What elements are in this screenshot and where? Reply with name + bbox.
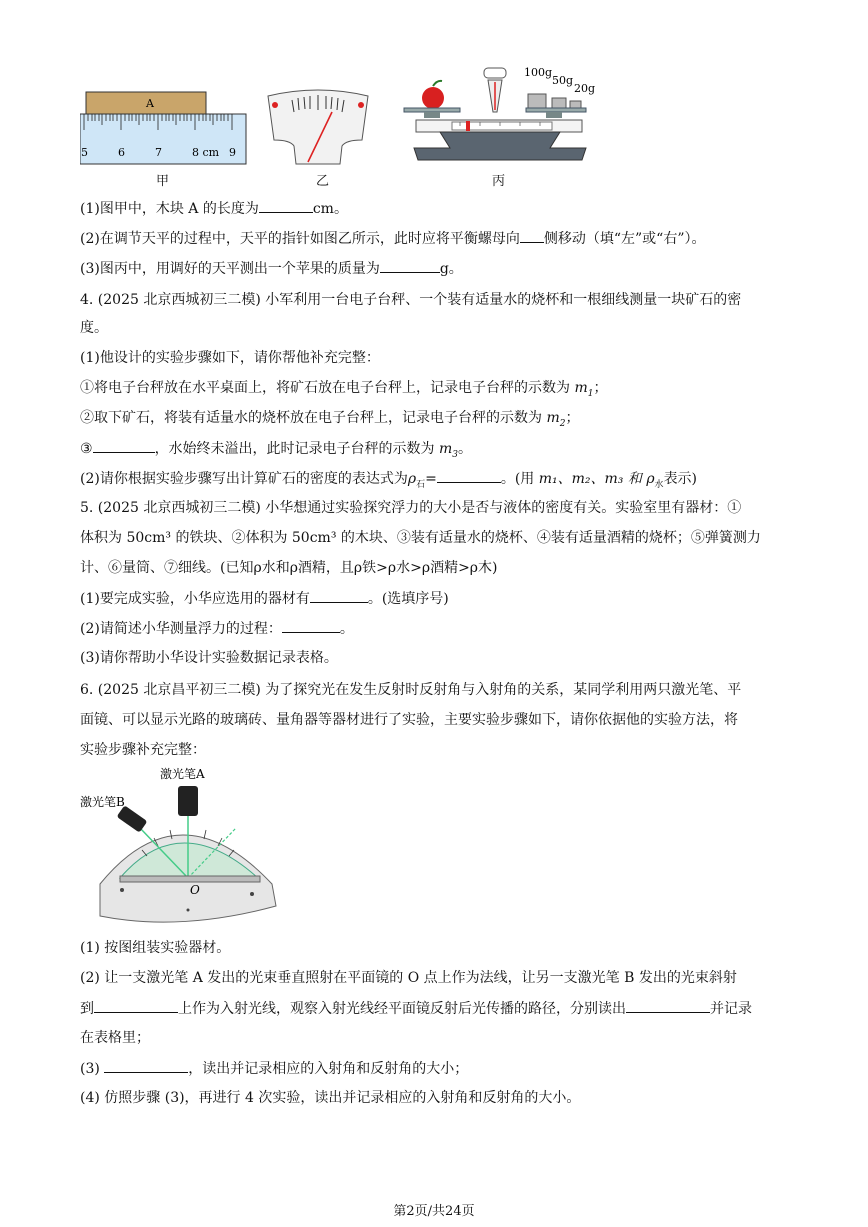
answer-blank[interactable]: [93, 438, 155, 453]
q4-step3: ③ ，水始终未溢出，此时记录电子台秤的示数为 $m_3$。: [80, 438, 472, 465]
answer-blank[interactable]: [520, 228, 544, 243]
laser-pen-b: [117, 805, 148, 833]
q5-part3: (3)请你帮助小华设计实验数据记录表格。: [80, 650, 338, 666]
answer-blank[interactable]: [94, 998, 178, 1013]
balance-pointer-figure: [262, 86, 374, 166]
caption-jia: 甲: [156, 174, 170, 189]
answer-blank[interactable]: [282, 618, 340, 633]
q4-step2: ②取下矿石，将装有适量水的烧杯放在电子台秤上，记录电子台秤的示数为 $m_2$；: [80, 410, 580, 429]
q6-step2-cont: 在表格里；: [80, 1030, 150, 1046]
q4-intro-cont: 度。: [80, 320, 108, 336]
answer-blank[interactable]: [259, 198, 313, 213]
label-laser-a: 激光笔A: [160, 767, 205, 781]
label-point-o: O: [190, 883, 200, 897]
q4-part1: (1)他设计的实验步骤如下，请你帮他补充完整：: [80, 350, 380, 366]
q6-step2: (2) 让一支激光笔 A 发出的光束垂直照射在平面镜的 O 点上作为法线，让另一支激光笔 B 发出的光束斜射: [80, 970, 737, 986]
q6-intro-cont: 实验步骤补充完整：: [80, 742, 206, 758]
ruler-figure: [80, 90, 250, 166]
q6-intro-cont: 面镜、可以显示光路的玻璃砖、量角器等器材进行了实验，主要实验步骤如下，请你依据他的实验方法，将: [80, 712, 738, 728]
q4-part2: (2)请你根据实验步骤写出计算矿石的密度的表达式为$\rho_石=$ 。(用 m₁、m₂、m₃ 和 $\rho_水$表示): [80, 468, 697, 495]
q6-step4: (4) 仿照步骤 (3)，再进行 4 次实验，读出并记录相应的入射角和反射角的大小。: [80, 1090, 581, 1106]
q4-step1: ①将电子台秤放在水平桌面上，将矿石放在电子台秤上，记录电子台秤的示数为 $m_1$；: [80, 380, 608, 399]
weight-label: 50g: [552, 74, 574, 87]
ruler-tick-label: 8 cm: [192, 146, 220, 159]
weight-label: 100g: [524, 66, 553, 79]
ruler-tick-label: 7: [155, 146, 162, 159]
weight-50g: [552, 98, 566, 108]
q5-intro-cont: 体积为 50cm³ 的铁块、②体积为 50cm³ 的木块、③装有适量水的烧杯、④装有适量酒精的烧杯；⑤弹簧测力: [80, 530, 761, 546]
answer-blank[interactable]: [626, 998, 710, 1013]
q6-step3: (3) ，读出并记录相应的入射角和反射角的大小；: [80, 1058, 468, 1079]
ruler-body: [80, 114, 246, 164]
reflection-apparatus-figure: [80, 766, 280, 932]
ruler-tick-label: 6: [118, 146, 125, 159]
q3-part3: (3)图丙中，用调好的天平测出一个苹果的质量为 g。: [80, 258, 463, 279]
q4-intro: 4. (2025 北京西城初三二模) 小军利用一台电子台秤、一个装有适量水的烧杯和一根细线测量一块矿石的密: [80, 292, 742, 308]
label-laser-b: 激光笔B: [80, 795, 125, 809]
weight-100g: [528, 94, 546, 108]
q5-intro: 5. (2025 北京西城初三二模) 小华想通过实验探究浮力的大小是否与液体的密度有关。实验室里有器材：①: [80, 500, 742, 516]
q5-intro-cont: 计、⑥量筒、⑦细线。(已知ρ水和ρ酒精，且ρ铁>ρ水>ρ酒精>ρ木): [80, 560, 498, 576]
q3-part2: (2)在调节天平的过程中，天平的指针如图乙所示，此时应将平衡螺母向 侧移动（填“左”或“右”）。: [80, 228, 705, 249]
page-footer: 第2页/共24页: [393, 1204, 475, 1219]
ruler-tick-label: 9: [229, 146, 236, 159]
caption-bing: 丙: [492, 174, 506, 189]
q6-step2-cont: 到 上作为入射光线，观察入射光线经平面镜反射后光传播的路径，分别读出 并记录: [80, 998, 752, 1019]
q5-part1: (1)要完成实验，小华应选用的器材有 。(选填序号): [80, 588, 449, 609]
answer-blank[interactable]: [380, 258, 440, 273]
weight-label: 20g: [574, 82, 596, 95]
ruler-tick-label: 5: [81, 146, 88, 159]
answer-blank[interactable]: [104, 1058, 188, 1073]
balance-figure: [400, 64, 600, 168]
q3-part1: (1)图甲中，木块 A 的长度为 cm。: [80, 198, 348, 219]
block-label: A: [146, 97, 154, 110]
laser-pen-a: [178, 786, 198, 816]
apple: [422, 87, 444, 109]
answer-blank[interactable]: [437, 468, 501, 483]
weight-20g: [570, 101, 581, 108]
q6-step1: (1) 按图组装实验器材。: [80, 940, 231, 956]
caption-yi: 乙: [316, 174, 330, 189]
q5-part2: (2)请简述小华测量浮力的过程： 。: [80, 618, 354, 639]
answer-blank[interactable]: [310, 588, 368, 603]
q6-intro: 6. (2025 北京昌平初三二模) 为了探究光在发生反射时反射角与入射角的关系，某同学利用两只激光笔、平: [80, 682, 742, 698]
